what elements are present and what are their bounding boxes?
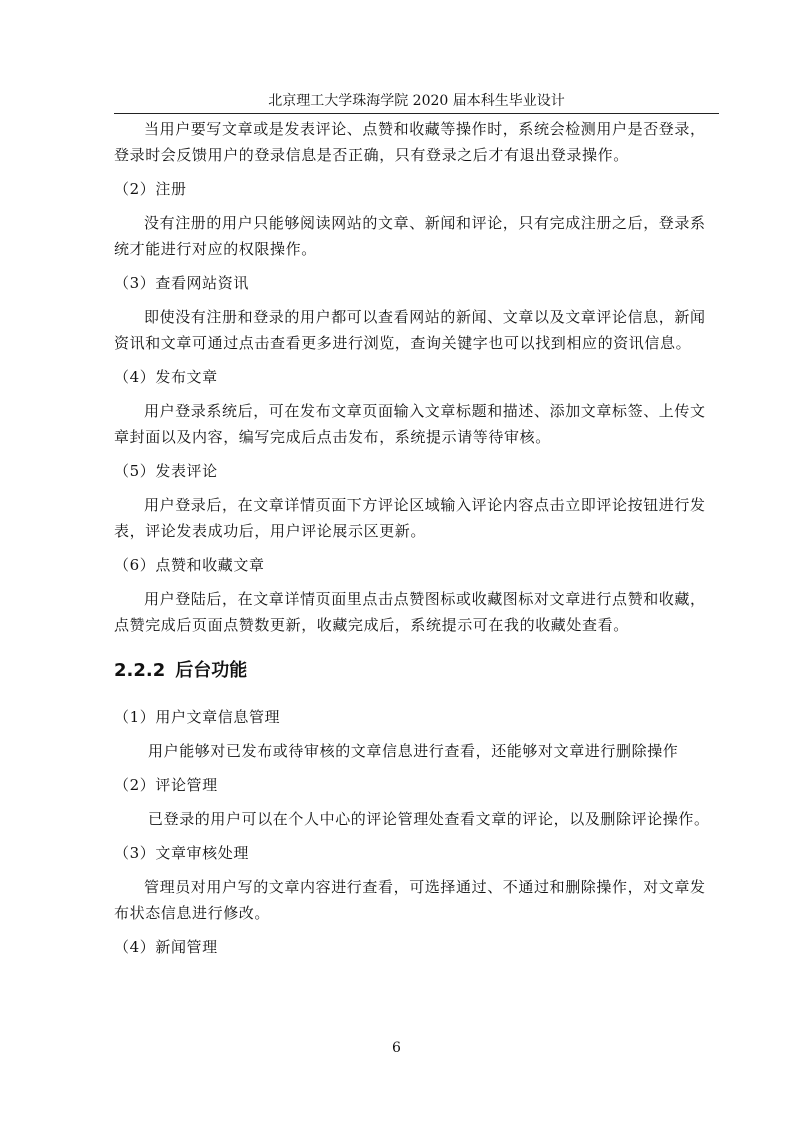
page-number: 6	[392, 1040, 401, 1056]
item-label-view-news: （3）查看网站资讯	[114, 274, 249, 292]
item-label-comment: （5）发表评论	[114, 462, 218, 480]
item-label-news-manage: （4）新闻管理	[114, 938, 218, 956]
section-heading	[114, 658, 720, 684]
item-label-publish: （4）发布文章	[114, 368, 218, 386]
item-text-register: 没有注册的用户只能够阅读网站的文章、新闻和评论，只有完成注册之后，登录系统才能进行对应的权限操作。	[114, 214, 706, 258]
page-header: 北京理工大学珠海学院 2020 届本科生毕业设计	[268, 93, 565, 109]
item-text-view-news: 即使没有注册和登录的用户都可以查看网站的新闻、文章以及文章评论信息，新闻资讯和文章可通过点击查看更多进行浏览，查询关键字也可以找到相应的资讯信息。	[114, 308, 706, 352]
item-label-comment-manage: （2）评论管理	[114, 776, 218, 794]
header-divider	[114, 113, 719, 114]
item-text-publish: 用户登录系统后，可在发布文章页面输入文章标题和描述、添加文章标签、上传文章封面以及内容，编写完成后点击发布，系统提示请等待审核。	[114, 402, 706, 446]
intro-paragraph: 当用户要写文章或是发表评论、点赞和收藏等操作时，系统会检测用户是否登录，登录时会反馈用户的登录信息是否正确，只有登录之后才有退出登录操作。	[114, 120, 706, 164]
item-label-like-collect: （6）点赞和收藏文章	[114, 556, 265, 574]
item-label-article-manage: （1）用户文章信息管理	[114, 708, 281, 726]
item-text-like-collect: 用户登陆后，在文章详情页面里点击点赞图标或收藏图标对文章进行点赞和收藏，点赞完成后页面点赞数更新，收藏完成后，系统提示可在我的收藏处查看。	[114, 590, 706, 634]
page-body	[114, 116, 720, 960]
item-label-review: （3）文章审核处理	[114, 844, 249, 862]
item-label-register: （2）注册	[114, 180, 187, 198]
item-text-review: 管理员对用户写的文章内容进行查看，可选择通过、不通过和删除操作，对文章发布状态信息进行修改。	[114, 878, 706, 922]
item-text-comment-manage: 已登录的用户可以在个人中心的评论管理处查看文章的评论，以及删除评论操作。	[148, 810, 710, 828]
item-text-article-manage: 用户能够对已发布或待审核的文章信息进行查看，还能够对文章进行删除操作	[148, 742, 679, 760]
section-title: 后台功能	[175, 660, 248, 681]
section-number: 2.2.2	[114, 660, 166, 681]
item-text-comment: 用户登录后，在文章详情页面下方评论区域输入评论内容点击立即评论按钮进行发表，评论发表成功后，用户评论展示区更新。	[114, 496, 706, 540]
